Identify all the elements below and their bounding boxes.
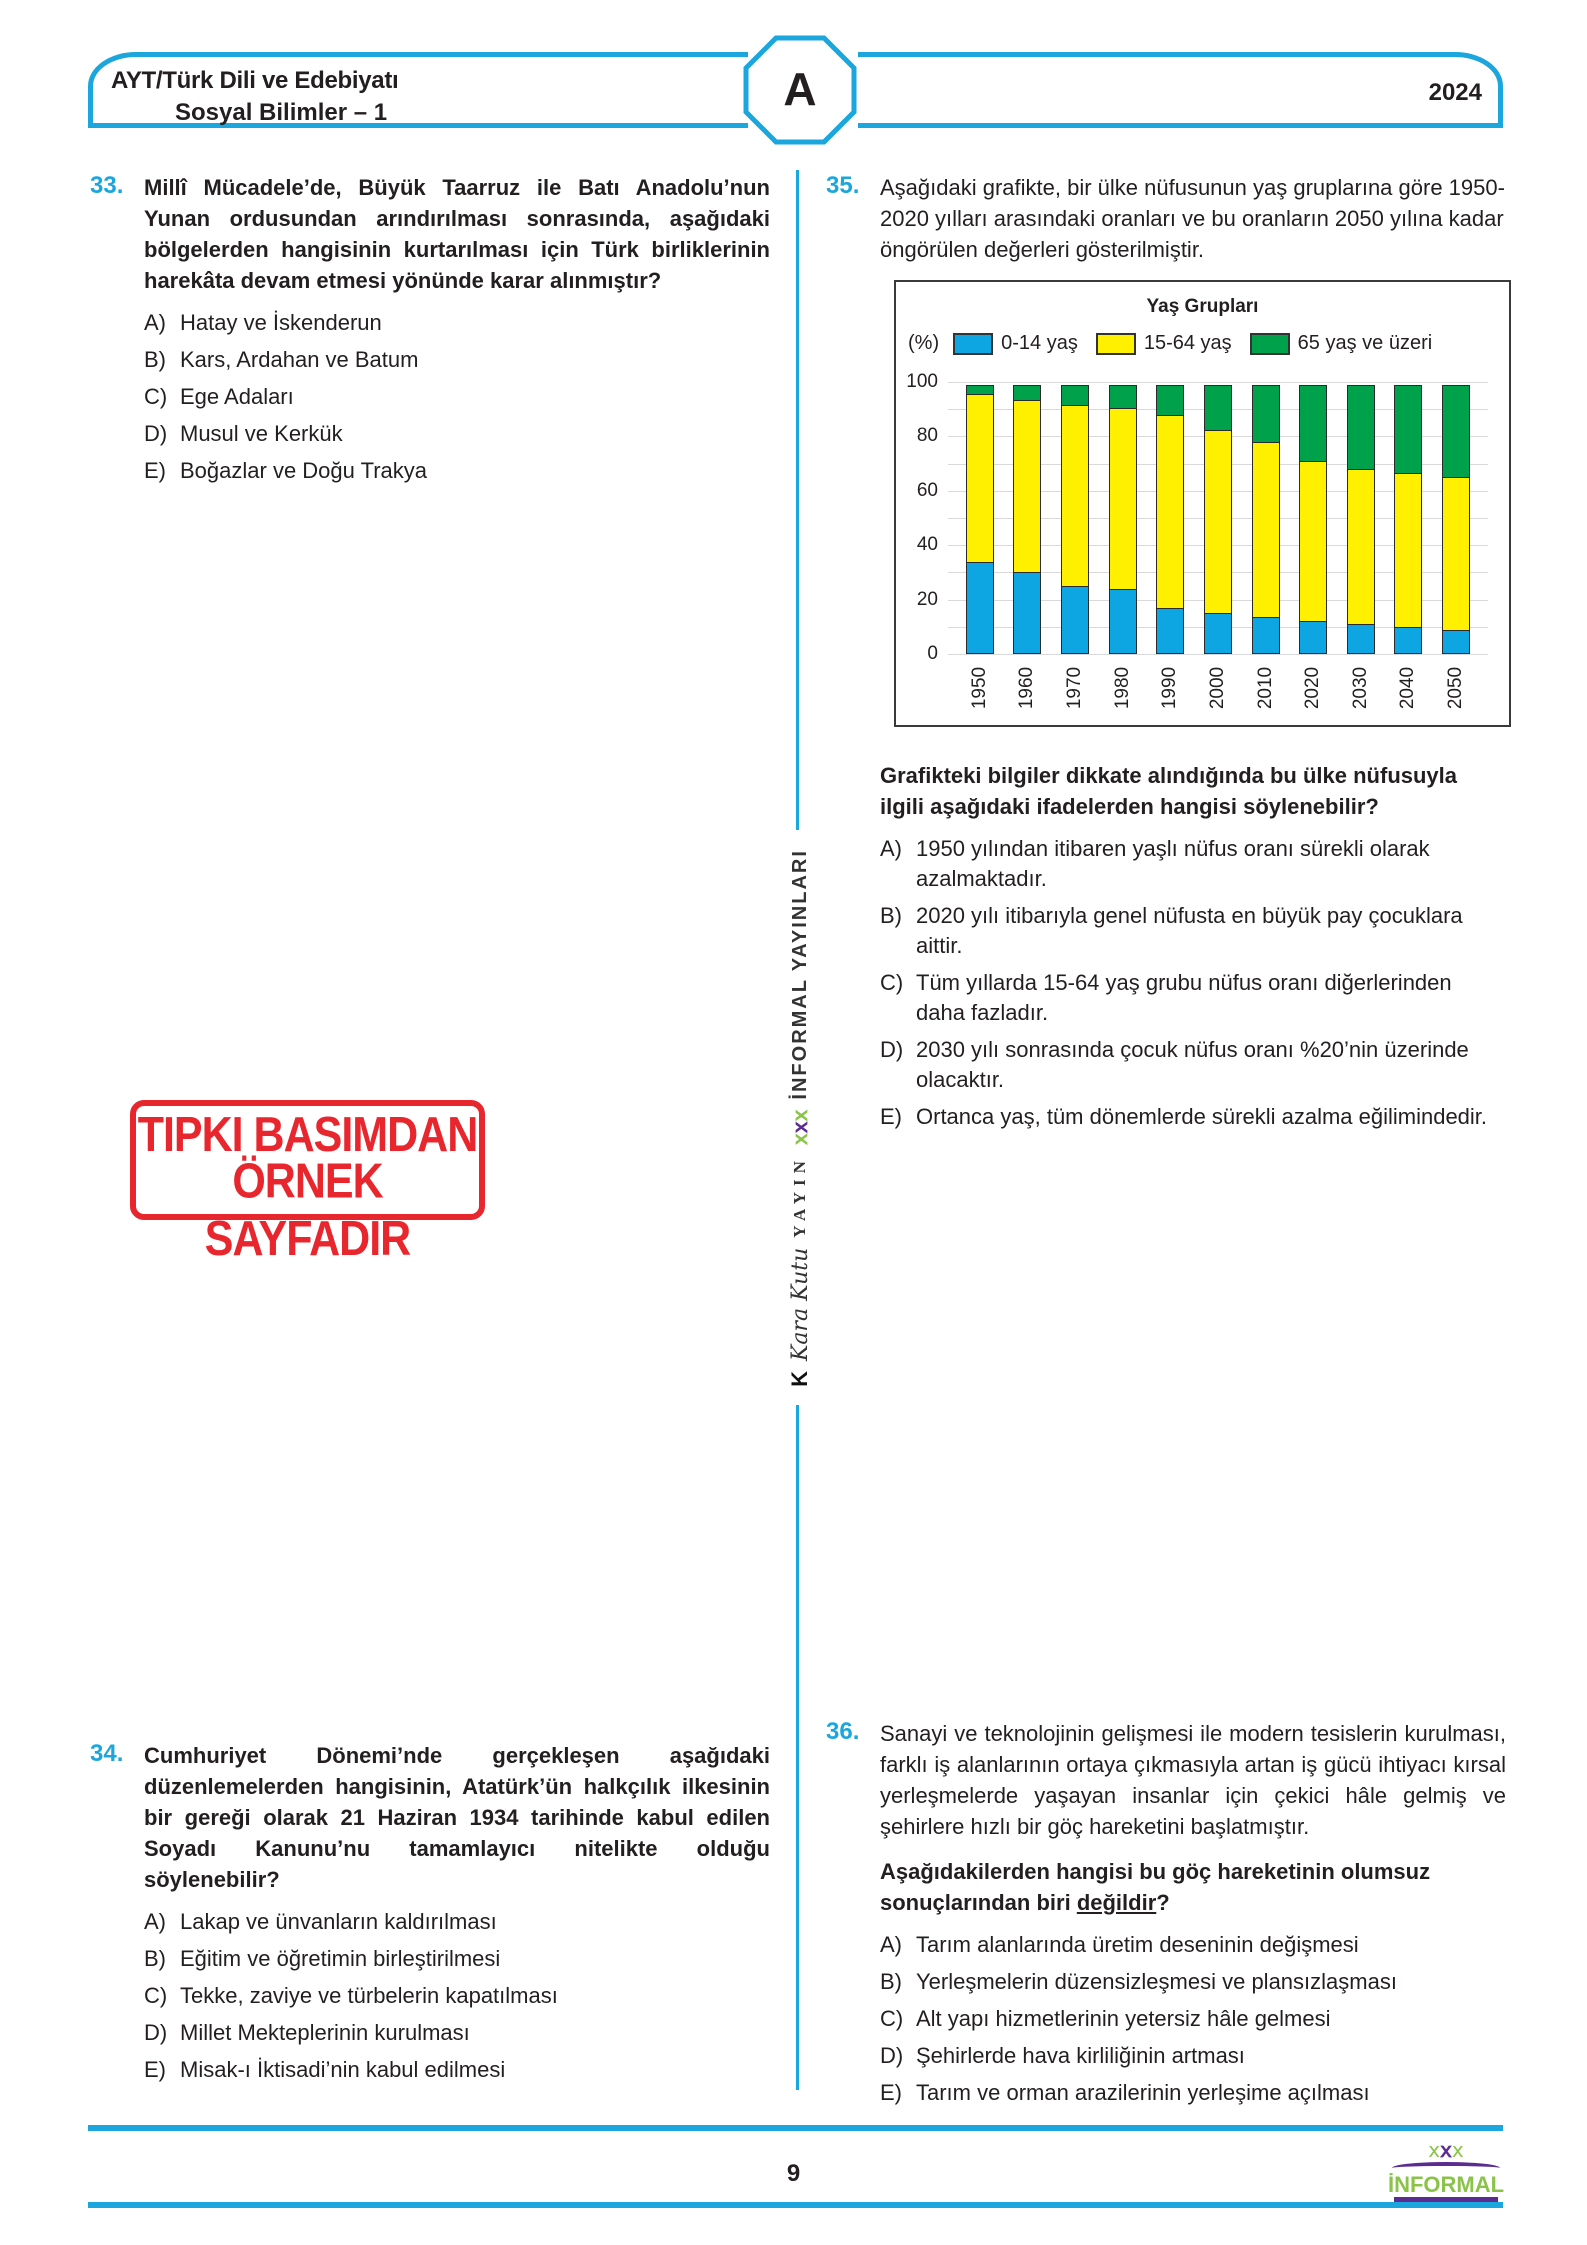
question-intro: Sanayi ve teknolojinin gelişmesi ile modern tesislerin kurulması, farklı iş alanlarının ortaya çıkmasıyla artan iş gücü ihtiyacı kırsal yerleşmelerde yaşayan insanlar için çekici hâle gelmiş ve şehirlere hızlı bir göç hareketini başlatmıştır. — [880, 1721, 1506, 1839]
gridline — [948, 654, 1488, 655]
option-c[interactable]: C) Ege Adaları — [144, 384, 294, 409]
bar-segment — [1442, 477, 1470, 631]
informal-people-icon: ⅹⅹⅹ — [789, 1109, 812, 1146]
question-35-body — [826, 760, 1506, 1139]
bar-2020 — [1299, 382, 1327, 654]
option-b[interactable]: B) 2020 yılı itibarıyla genel nüfusta en büyük pay çocuklara aittir. — [880, 903, 1463, 958]
header-right-frame — [858, 52, 1503, 128]
question-stem: Aşağıdakilerden hangisi bu göç hareketinin olumsuz sonuçlarından biri değildir? — [880, 1859, 1431, 1915]
option-c[interactable]: C) Tüm yıllarda 15-64 yaş grubu nüfus oranı diğerlerinden daha fazladır. — [880, 970, 1452, 1025]
option-d[interactable]: D) 2030 yılı sonrasında çocuk nüfus oranı %20’nin üzerinde olacaktır. — [880, 1037, 1469, 1092]
question-36 — [826, 1718, 1506, 2115]
side-brand-karakutu: Kara Kutu — [787, 1247, 813, 1362]
option-d[interactable]: D) Musul ve Kerkük — [144, 421, 343, 446]
bar-1950 — [966, 382, 994, 654]
legend-item-15-64: 15-64 yaş — [1096, 332, 1232, 355]
option-e[interactable]: E) Misak-ı İktisadi’nin kabul edilmesi — [144, 2057, 506, 2082]
option-c[interactable]: C) Tekke, zaviye ve türbelerin kapatılması — [144, 1983, 558, 2008]
stamp-line-1: TIPKI BASIMDAN — [137, 1107, 478, 1163]
informal-logo — [1386, 2140, 1506, 2210]
stamp-line-2: ÖRNEK SAYFADIR — [204, 1153, 411, 1267]
bar-segment — [1061, 586, 1089, 654]
option-d[interactable]: D) Şehirlerde hava kirliliğinin artması — [880, 2043, 1245, 2068]
x-tick-label: 2050 — [1445, 666, 1467, 710]
bar-segment — [1109, 589, 1137, 654]
option-a[interactable]: A) 1950 yılından itibaren yaşlı nüfus oranı sürekli olarak azalmaktadır. — [880, 836, 1430, 891]
y-tick-label: 60 — [916, 479, 938, 501]
column-divider-bottom — [796, 1405, 799, 2090]
option-b[interactable]: B) Eğitim ve öğretimin birleştirilmesi — [144, 1946, 501, 1971]
question-number: 35. — [826, 172, 860, 199]
page-number: 9 — [786, 2160, 801, 2187]
x-tick-label: 1970 — [1064, 666, 1086, 710]
y-tick-label: 100 — [906, 371, 938, 392]
bar-segment — [1061, 405, 1089, 587]
header-title: AYT/Türk Dili ve Edebiyatı — [111, 67, 399, 94]
emphasis-negation: değildir — [1076, 1890, 1157, 1915]
bar-2000 — [1204, 382, 1232, 654]
bar-segment — [1347, 469, 1375, 625]
header-left-frame — [88, 52, 748, 128]
bar-1970 — [1061, 382, 1089, 654]
bar-segment — [1109, 385, 1137, 409]
bar-segment — [966, 562, 994, 654]
x-tick-label: 1980 — [1111, 666, 1133, 710]
side-brand-informal: İNFORMAL YAYINLARI — [788, 849, 811, 1100]
header-year: 2024 — [1428, 79, 1482, 106]
bar-segment — [1299, 461, 1327, 623]
option-d[interactable]: D) Millet Mekteplerinin kurulması — [144, 2020, 470, 2045]
bar-segment — [1442, 385, 1470, 479]
y-axis-unit: (%) — [908, 332, 940, 354]
question-intro: Aşağıdaki grafikte, bir ülke nüfusunun yaş gruplarına göre 1950-2020 yılları arasındaki oranları ve bu oranların 2050 yılına kadar öngörülen değerleri gösterilmiştir. — [880, 175, 1505, 262]
x-axis-labels — [948, 660, 1488, 720]
bar-segment — [966, 394, 994, 563]
bar-segment — [1156, 385, 1184, 416]
x-tick-label: 2040 — [1397, 666, 1419, 710]
bar-segment — [1394, 627, 1422, 654]
logo-text: İNFORMAL — [1387, 2172, 1505, 2197]
age-group-chart — [894, 280, 1511, 727]
bar-2050 — [1442, 382, 1470, 654]
question-35 — [826, 172, 1506, 265]
y-tick-label: 0 — [927, 643, 938, 664]
footer-line-top — [88, 2125, 1503, 2131]
option-e[interactable]: E) Ortanca yaş, tüm dönemlerde sürekli azalma eğilimindedir. — [880, 1104, 1488, 1129]
bar-2010 — [1252, 382, 1280, 654]
booklet-letter: A — [783, 63, 817, 115]
bar-segment — [1109, 408, 1137, 590]
bar-segment — [1252, 385, 1280, 443]
bar-segment — [1347, 624, 1375, 654]
bar-segment — [1013, 400, 1041, 574]
y-tick-label: 40 — [916, 534, 938, 556]
bar-segment — [1156, 608, 1184, 654]
option-a[interactable]: A) Tarım alanlarında üretim deseninin değişmesi — [880, 1932, 1359, 1957]
question-stem: Grafikteki bilgiler dikkate alındığında bu ülke nüfusuyla ilgili aşağıdaki ifadelerden hangisi söylenebilir? — [880, 763, 1458, 819]
chart-title: Yaş Grupları — [1146, 296, 1259, 317]
bar-segment — [1204, 385, 1232, 431]
people-icon: ⅹⅹⅹ — [1428, 2140, 1464, 2162]
footer-line-bottom — [88, 2202, 1503, 2208]
question-number: 33. — [90, 172, 124, 199]
bar-segment — [1299, 385, 1327, 463]
x-tick-label: 2000 — [1206, 666, 1228, 710]
bar-2030 — [1347, 382, 1375, 654]
bar-segment — [1156, 415, 1184, 609]
y-tick-label: 20 — [916, 588, 938, 610]
bar-segment — [1347, 385, 1375, 471]
option-a[interactable]: A) Hatay ve İskenderun — [144, 310, 382, 335]
x-tick-label: 1990 — [1159, 666, 1181, 710]
legend-swatch-icon — [953, 333, 993, 355]
bar-segment — [1204, 430, 1232, 615]
option-b[interactable]: B) Yerleşmelerin düzensizleşmesi ve plansızlaşması — [880, 1969, 1397, 1994]
bar-segment — [1442, 630, 1470, 654]
x-tick-label: 1960 — [1016, 666, 1038, 710]
x-tick-label: 2020 — [1302, 666, 1324, 710]
option-e[interactable]: E) Boğazlar ve Doğu Trakya — [144, 458, 428, 483]
x-tick-label: 2010 — [1254, 666, 1276, 710]
sample-page-stamp — [130, 1100, 485, 1267]
question-33 — [90, 172, 770, 493]
legend-item-0-14: 0-14 yaş — [953, 332, 1078, 355]
option-e[interactable]: E) Tarım ve orman arazilerinin yerleşime açılması — [880, 2080, 1370, 2105]
option-c[interactable]: C) Alt yapı hizmetlerinin yetersiz hâle gelmesi — [880, 2006, 1331, 2031]
x-tick-label: 2030 — [1349, 666, 1371, 710]
y-tick-label: 80 — [916, 425, 938, 447]
bar-segment — [1204, 613, 1232, 654]
bar-1960 — [1013, 382, 1041, 654]
option-a[interactable]: A) Lakap ve ünvanların kaldırılması — [144, 1909, 497, 1934]
bar-segment — [1394, 473, 1422, 628]
question-stem: Millî Mücadele’de, Büyük Taarruz ile Batı Anadolu’nun Yunan ordusundan arındırılması sonrasında, aşağıdaki bölgelerden hangisinin kurtarılması için Türk birliklerinin harekâta devam etmesi yönünde karar alınmıştır? — [144, 175, 770, 293]
legend-item-65-plus: 65 yaş ve üzeri — [1250, 332, 1433, 355]
option-b[interactable]: B) Kars, Ardahan ve Batum — [144, 347, 419, 372]
bar-segment — [1013, 572, 1041, 654]
header-subtitle: Sosyal Bilimler – 1 — [175, 99, 388, 126]
bar-segment — [1252, 617, 1280, 654]
chart-legend — [908, 332, 1450, 355]
page-header — [88, 52, 1503, 134]
question-34 — [90, 1740, 770, 2092]
column-divider-top — [796, 170, 799, 830]
chart-plot-area — [906, 371, 1488, 664]
bar-2040 — [1394, 382, 1422, 654]
bar-segment — [1299, 621, 1327, 654]
karakutu-logo-icon: K — [787, 1371, 812, 1387]
legend-swatch-icon — [1096, 333, 1136, 355]
question-number: 36. — [826, 1718, 860, 1745]
legend-swatch-icon — [1250, 333, 1290, 355]
x-tick-label: 1950 — [968, 666, 990, 710]
booklet-badge — [740, 34, 860, 146]
bar-1990 — [1156, 382, 1184, 654]
bar-segment — [1061, 385, 1089, 407]
bar-segment — [1252, 442, 1280, 619]
question-stem: Cumhuriyet Dönemi’nde gerçekleşen aşağıdaki düzenlemelerden hangisinin, Atatürk’ün halkçılık ilkesinin bir gereği olarak 21 Haziran 1934 tarihinde kabul edilen Soyadı Kanunu’nu tamamlayıcı nitelikte olduğu söylenebilir? — [144, 1743, 770, 1892]
side-brand-yayin: YAYIN — [790, 1155, 809, 1238]
question-number: 34. — [90, 1740, 124, 1767]
bar-segment — [1394, 385, 1422, 475]
bar-1980 — [1109, 382, 1137, 654]
